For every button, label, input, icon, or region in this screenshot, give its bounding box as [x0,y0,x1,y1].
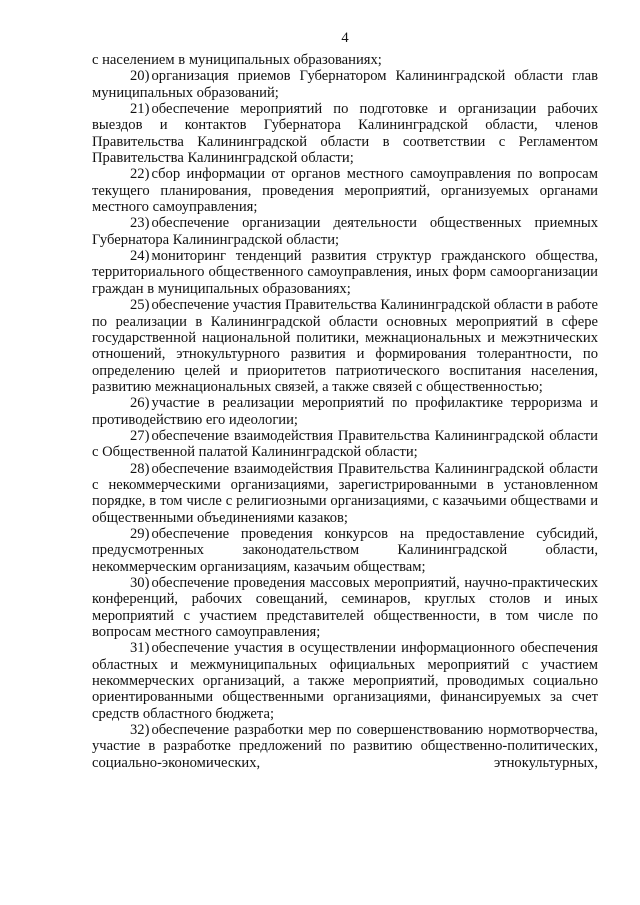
list-item-24 [92,248,598,297]
item-number: 31) [130,640,150,657]
document-page [92,30,598,771]
item-number: 30) [130,575,150,591]
list-item-27 [92,428,598,461]
item-text: обеспечение взаимодействия Правительства Калининградской области с некоммерческими организациями, зарегистрированными в установленном порядке, в том числе с религиозными организациями, с казачьими обществами и общественными объединениями казаков; [92,460,598,526]
list-item-29 [92,526,598,575]
list-item-26 [92,395,598,428]
item-text: обеспечение организации деятельности общественных приемных Губернатора Калининградской области; [92,215,598,248]
item-number: 25) [130,297,150,314]
item-text: обеспечение взаимодействия Правительства Калининградской области с Общественной палатой Калининградской области; [92,427,598,461]
item-text: обеспечение участия в осуществлении информационного обеспечения областных и межмуниципальных официальных мероприятий с участием некоммерческих организаций, а также мероприятий, проводимых социально ориентированными общественными организациями, финансируемых за счет средств областного бюджета; [92,640,598,722]
item-text: участие в реализации мероприятий по профилактике терроризма и противодействию его идеологии; [92,395,598,428]
list-item-21 [92,101,598,166]
list-item-30 [92,575,598,640]
list-item-23 [92,215,598,248]
item-number: 29) [130,525,150,542]
item-text: обеспечение проведения конкурсов на предоставление субсидий, предусмотренных законодательством Калининградской области, некоммерческим организациям, казачьим обществам; [92,525,598,575]
list-item-31 [92,640,598,722]
continuation-paragraph: с населением в муниципальных образованиях; [92,52,382,68]
item-text: обеспечение разработки мер по совершенствованию нормотворчества, участие в разработке предложений по развитию общественно-политических, социально-экономических, этнокультурных, [92,722,598,771]
item-number: 21) [130,101,150,118]
list-item-28 [92,461,598,526]
item-text: мониторинг тенденций развития структур гражданского общества, территориального общественного самоуправления, иных форм самоорганизации граждан в муниципальных образованиях; [92,248,598,297]
item-text: обеспечение участия Правительства Калининградской области в работе по реализации в Калининградской области основных мероприятий в сфере государственной национальной политики, межнациональных и межэтнических отношений, этнокультурного развития и формирования толерантности, по определению целей и приоритетов патриотического воспитания населения, развитию межнациональных связей, а также связей с общественностью; [92,297,598,395]
item-text: сбор информации от органов местного самоуправления по вопросам текущего планирования, проведения мероприятий, организуемых органами местного самоуправления; [92,166,598,216]
item-text: организация приемов Губернатором Калининградской области глав муниципальных образований; [92,68,598,101]
list-item-25 [92,297,598,395]
item-number: 27) [130,427,150,444]
item-number: 20) [130,68,150,85]
item-number: 26) [130,395,150,412]
list-item-22 [92,166,598,215]
item-number: 24) [130,248,150,265]
item-number: 23) [130,215,150,232]
item-number: 32) [130,722,150,739]
item-text: обеспечение мероприятий по подготовке и организации рабочих выездов и контактов Губернатора Калининградской области, членов Правительства Калининградской области в соответствии с Регламентом Правительства Калининградской области; [92,101,598,167]
item-number: 22) [130,166,150,183]
item-number: 28) [130,460,150,477]
list-item-32 [92,722,598,771]
list-item-20 [92,68,598,101]
item-text: обеспечение проведения массовых мероприятий, научно-практических конференций, рабочих совещаний, семинаров, круглых столов и иных мероприятий с участием представителей общественности, в том числе по вопросам местного самоуправления; [92,575,598,641]
page-number: 4 [341,30,349,46]
